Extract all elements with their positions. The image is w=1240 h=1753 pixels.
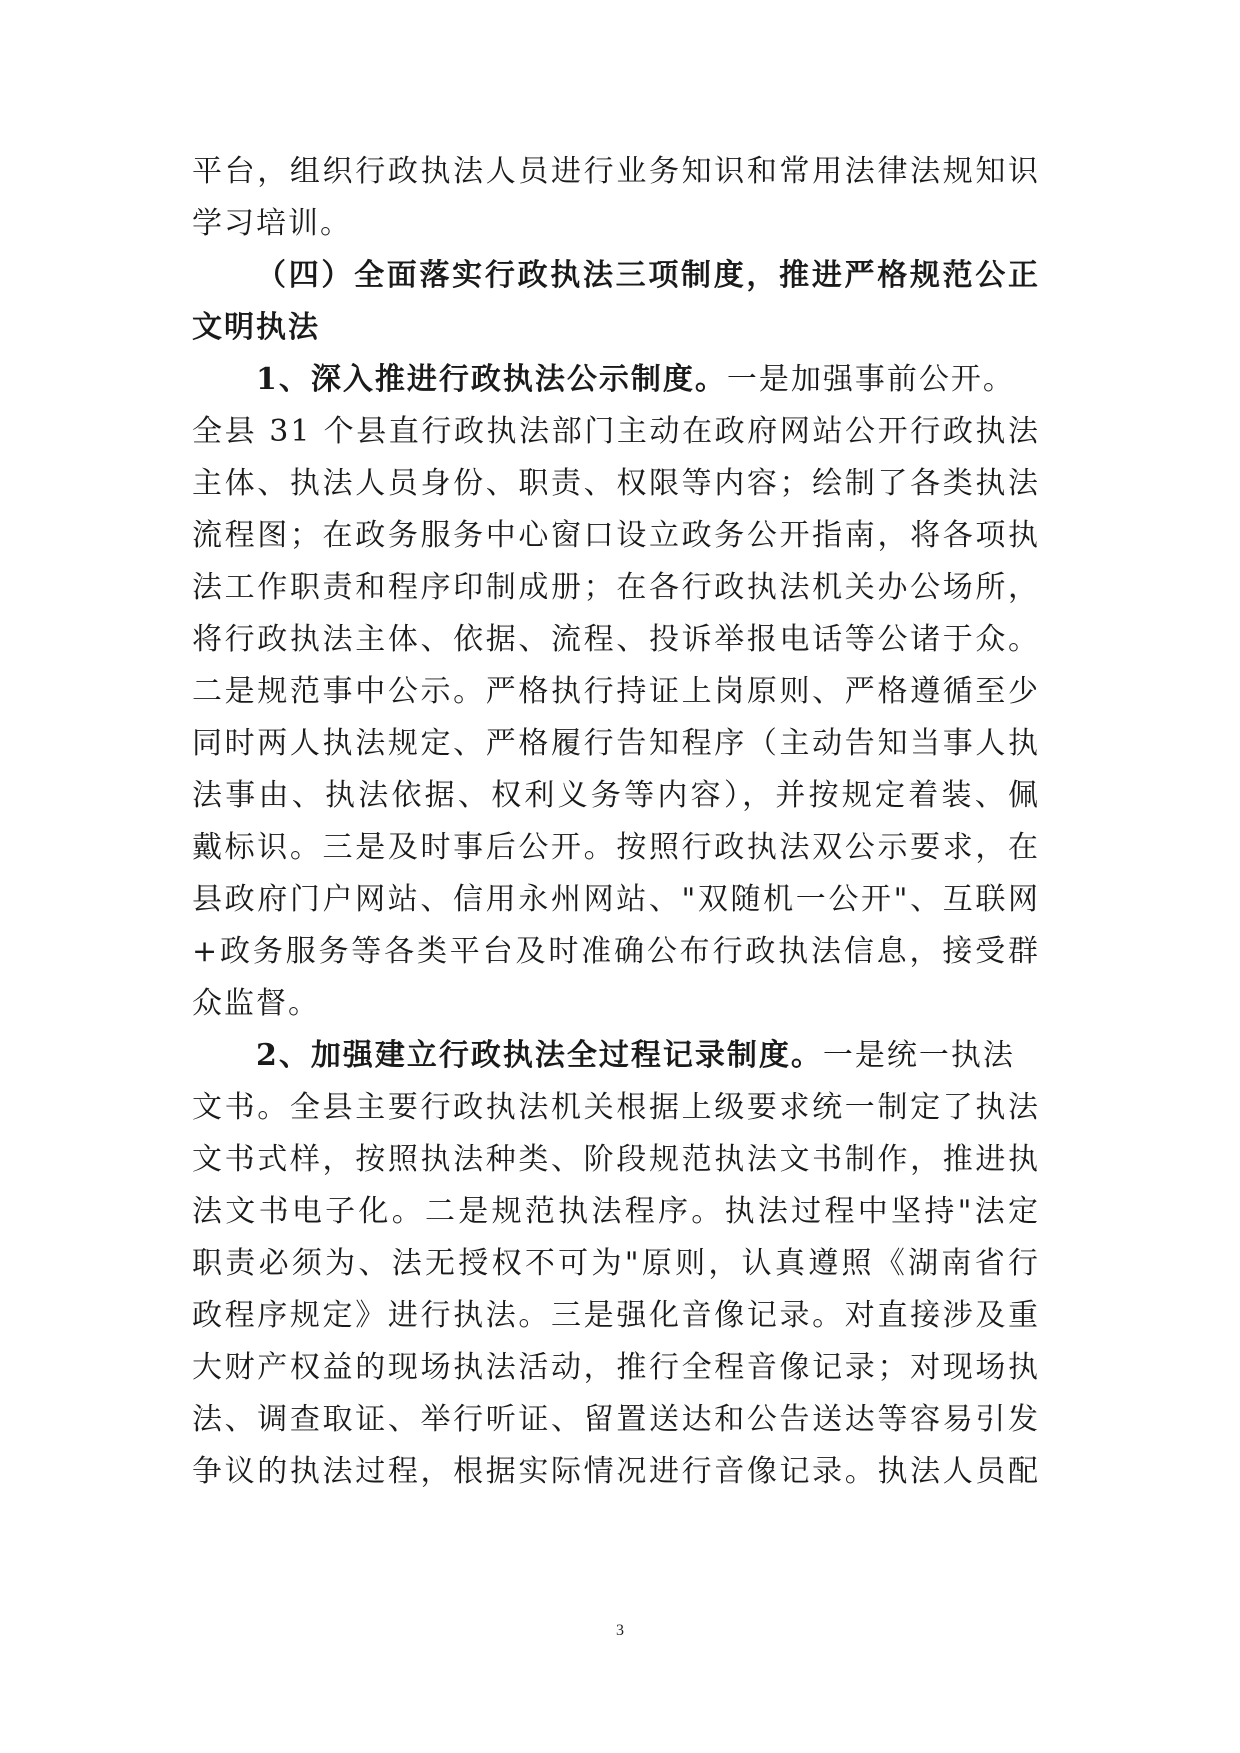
paragraph-text: 一是加强事前公开。 <box>726 362 1015 397</box>
subsection-title: 1、深入推进行政执法公示制度。 <box>256 362 727 397</box>
paragraph-line: 法、调查取证、举行听证、留置送达和公告送达等容易引发 <box>192 1402 1040 1437</box>
paragraph-line: 县政府门户网站、信用永州网站、"双随机一公开"、互联网 <box>192 882 1040 917</box>
paragraph-line: 同时两人执法规定、严格履行告知程序（主动告知当事人执 <box>192 726 1040 761</box>
paragraph-line: 法文书电子化。二是规范执法程序。执法过程中坚持"法定 <box>192 1194 1040 1229</box>
subsection-line <box>256 1032 1040 1080</box>
paragraph-line: +政务服务等各类平台及时准确公布行政执法信息，接受群 <box>192 934 1040 969</box>
paragraph-line: 流程图；在政务服务中心窗口设立政务公开指南，将各项执 <box>192 518 1040 553</box>
paragraph-line: 文书。全县主要行政执法机关根据上级要求统一制定了执法 <box>192 1090 1040 1125</box>
paragraph-line: 法工作职责和程序印制成册；在各行政执法机关办公场所， <box>192 570 1040 605</box>
paragraph-line: 将行政执法主体、依据、流程、投诉举报电话等公诸于众。 <box>192 622 1040 657</box>
paragraph-line: 众监督。 <box>192 986 320 1021</box>
subsection-title: 2、加强建立行政执法全过程记录制度。 <box>256 1038 823 1073</box>
paragraph-line: 文书式样，按照执法种类、阶段规范执法文书制作，推进执 <box>192 1142 1040 1177</box>
paragraph-line: 职责必须为、法无授权不可为"原则，认真遵照《湖南省行 <box>192 1246 1040 1281</box>
page-number: 3 <box>616 1622 624 1639</box>
body-text <box>192 0 1040 1753</box>
paragraph-line: 争议的执法过程，根据实际情况进行音像记录。执法人员配 <box>192 1454 1040 1489</box>
paragraph-line: 学习培训。 <box>192 206 352 241</box>
paragraph-text: 一是统一执法 <box>822 1038 1015 1073</box>
paragraph-line: 戴标识。三是及时事后公开。按照行政执法双公示要求，在 <box>192 830 1040 865</box>
paragraph-line: 主体、执法人员身份、职责、权限等内容；绘制了各类执法 <box>192 466 1040 501</box>
subsection-line <box>256 356 1040 404</box>
paragraph-line: 政程序规定》进行执法。三是强化音像记录。对直接涉及重 <box>192 1298 1040 1333</box>
paragraph-line: 全县 31 个县直行政执法部门主动在政府网站公开行政执法 <box>192 414 1040 449</box>
paragraph-line: 二是规范事中公示。严格执行持证上岗原则、严格遵循至少 <box>192 674 1040 709</box>
paragraph-line: 法事由、执法依据、权利义务等内容），并按规定着装、佩 <box>192 778 1040 813</box>
paragraph-line: 平台，组织行政执法人员进行业务知识和常用法律法规知识 <box>192 154 1040 189</box>
section-heading-line: （四）全面落实行政执法三项制度，推进严格规范公正 <box>256 258 1040 293</box>
paragraph-line: 大财产权益的现场执法活动，推行全程音像记录；对现场执 <box>192 1350 1040 1385</box>
section-heading-line: 文明执法 <box>192 310 320 345</box>
